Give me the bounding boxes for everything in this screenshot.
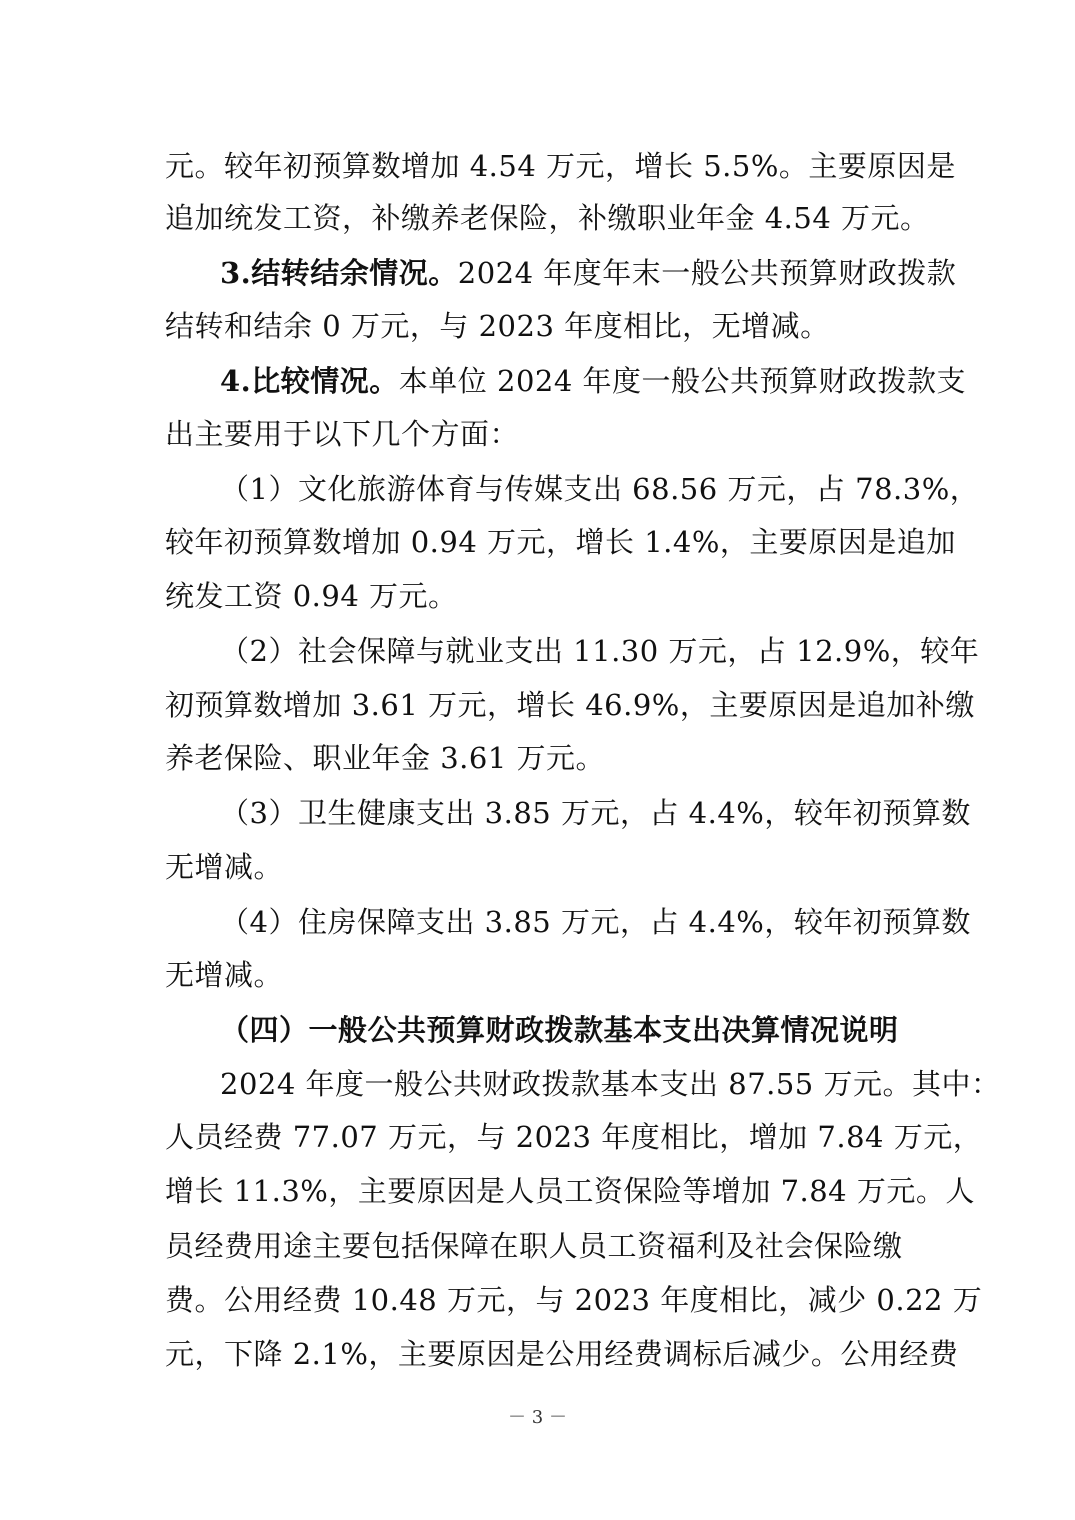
paragraph-line: 2024 年度一般公共财政拨款基本支出 87.55 万元。其中：: [220, 1067, 1001, 1101]
paragraph-line: 结转和结余 0 万元，与 2023 年度相比，无增减。: [165, 309, 830, 343]
list-item-line: 无增减。: [165, 958, 284, 992]
paragraph-line: [220, 253, 957, 293]
list-item-line: 初预算数增加 3.61 万元，增长 46.9%，主要原因是追加补缴: [165, 688, 975, 722]
paragraph-line: 增长 11.3%，主要原因是人员工资保险等增加 7.84 万元。人: [165, 1174, 975, 1208]
paragraph-line: [220, 361, 967, 401]
section-heading: 3.结转结余情况。: [220, 256, 458, 290]
paragraph-line: 人员经费 77.07 万元，与 2023 年度相比，增加 7.84 万元，: [165, 1120, 983, 1154]
page-number: － 3 －: [508, 1407, 567, 1428]
paragraph-line: 追加统发工资，补缴养老保险，补缴职业年金 4.54 万元。: [165, 201, 930, 235]
section-heading: 4.比较情况。: [220, 364, 399, 398]
list-item-line: 养老保险、职业年金 3.61 万元。: [165, 741, 606, 775]
list-item-line: （3）卫生健康支出 3.85 万元，占 4.4%，较年初预算数: [220, 796, 971, 830]
paragraph-line: 出主要用于以下几个方面：: [165, 417, 520, 451]
paragraph-line: 费。公用经费 10.48 万元，与 2023 年度相比，减少 0.22 万: [165, 1283, 983, 1317]
paragraph-text: 本单位 2024 年度一般公共预算财政拨款支: [398, 364, 967, 398]
list-item-line: 统发工资 0.94 万元。: [165, 579, 458, 613]
paragraph-line: 元。较年初预算数增加 4.54 万元，增长 5.5%。主要原因是: [165, 149, 956, 183]
paragraph-text: 2024 年度年末一般公共预算财政拨款: [457, 256, 957, 290]
list-item-line: （1）文化旅游体育与传媒支出 68.56 万元，占 78.3%，: [220, 472, 980, 506]
list-item-line: 较年初预算数增加 0.94 万元，增长 1.4%，主要原因是追加: [165, 525, 956, 559]
list-item-line: （2）社会保障与就业支出 11.30 万元，占 12.9%，较年: [220, 634, 980, 668]
section-heading: （四）一般公共预算财政拨款基本支出决算情况说明: [220, 1013, 899, 1047]
paragraph-line: 员经费用途主要包括保障在职人员工资福利及社会保险缴: [165, 1229, 903, 1263]
list-item-line: （4）住房保障支出 3.85 万元，占 4.4%，较年初预算数: [220, 905, 971, 939]
list-item-line: 无增减。: [165, 850, 284, 884]
paragraph-line: 元，下降 2.1%，主要原因是公用经费调标后减少。公用经费: [165, 1337, 959, 1371]
